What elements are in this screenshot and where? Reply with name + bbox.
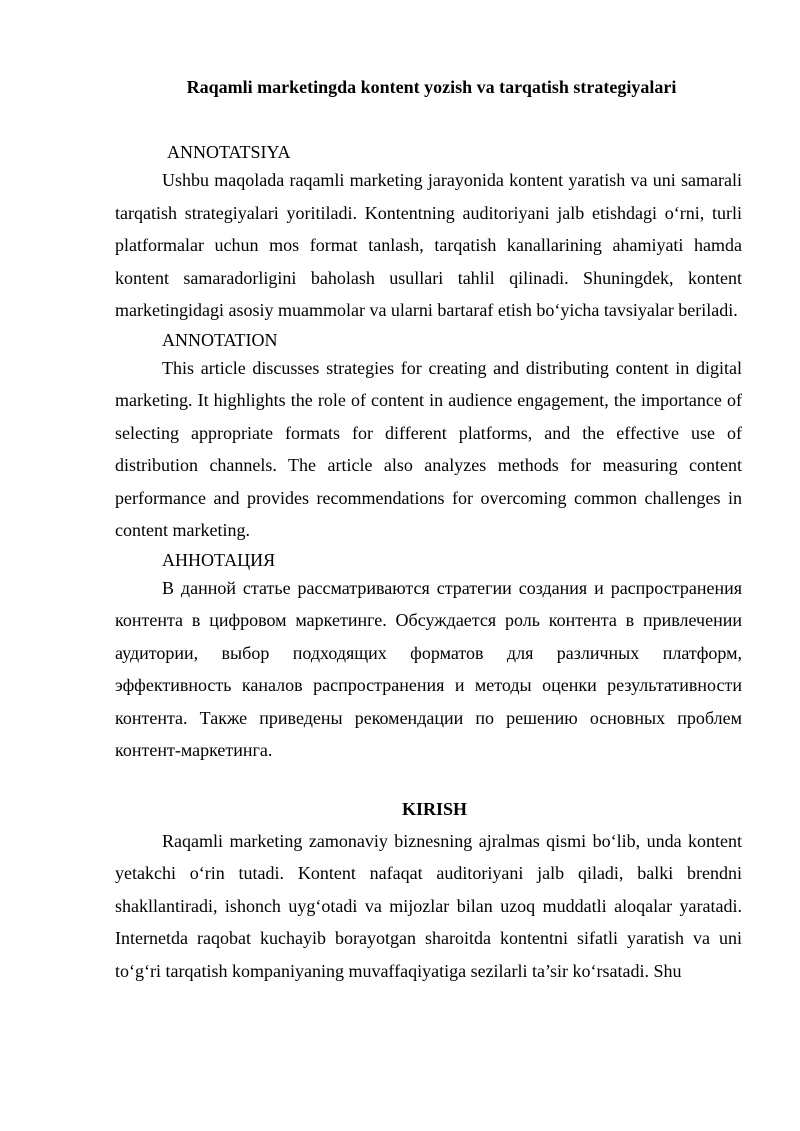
document-page — [115, 70, 742, 987]
annotation-uz-heading: ANNOTATSIYA — [167, 142, 291, 162]
annotation-en-text: This article discusses strategies for creating and distributing content in digital marketing. It highlights the role of content in audience engagement, the importance of selecting appropriate formats for different platforms, and the effective use of distribution channels. The article also analyzes methods for measuring content performance and provides recommendations for overcoming common challenges in content marketing. — [115, 357, 742, 540]
introduction-text: Raqamli marketing zamonaviy biznesning ajralmas qismi bo‘lib, unda kontent yetakchi o‘rin tutadi. Kontent nafaqat auditoriyani jalb qiladi, balki brendni shakllantiradi, ishonch uyg‘otadi va mijozlar bilan uzoq muddatli aloqalar yaratadi. Internetda raqobat kuchayib borayotgan sharoitda kontentni sifatli yaratish va uni to‘g‘ri tarqatish kompaniyaning muvaffaqiyatiga sezilarli ta’sir ko‘rsatadi. Shu — [115, 830, 742, 981]
annotation-ru-text: В данной статье рассматриваются стратегии создания и распространения контента в цифровом маркетинге. Обсуждается роль контента в привлечении аудитории, выбор подходящих форматов для различных платформ, эффективность каналов распространения и методы оценки результативности контента. Также приведены рекомендации по решению основных проблем контент-маркетинга. — [115, 577, 742, 760]
annotation-en-heading: ANNOTATION — [162, 329, 278, 350]
annotation-ru-heading: АННОТАЦИЯ — [162, 549, 276, 570]
annotation-uz-text: Ushbu maqolada raqamli marketing jarayonida kontent yaratish va uni samarali tarqatish strategiyalari yoritiladi. Kontentning auditoriyani jalb etishdagi o‘rni, turli platformalar uchun mos format tanlash, tarqatish kanallarining ahamiyati hamda kontent samaradorligini baholash usullari tahlil qilinadi. Shuningdek, kontent marketingidagi asosiy muammolar va ularni bartaraf etish bo‘yicha tavsiyalar beriladi. — [115, 170, 742, 320]
introduction-heading: KIRISH — [401, 798, 468, 819]
page-title: Raqamli marketingda kontent yozish va tarqatish strategiyalari — [186, 77, 677, 97]
